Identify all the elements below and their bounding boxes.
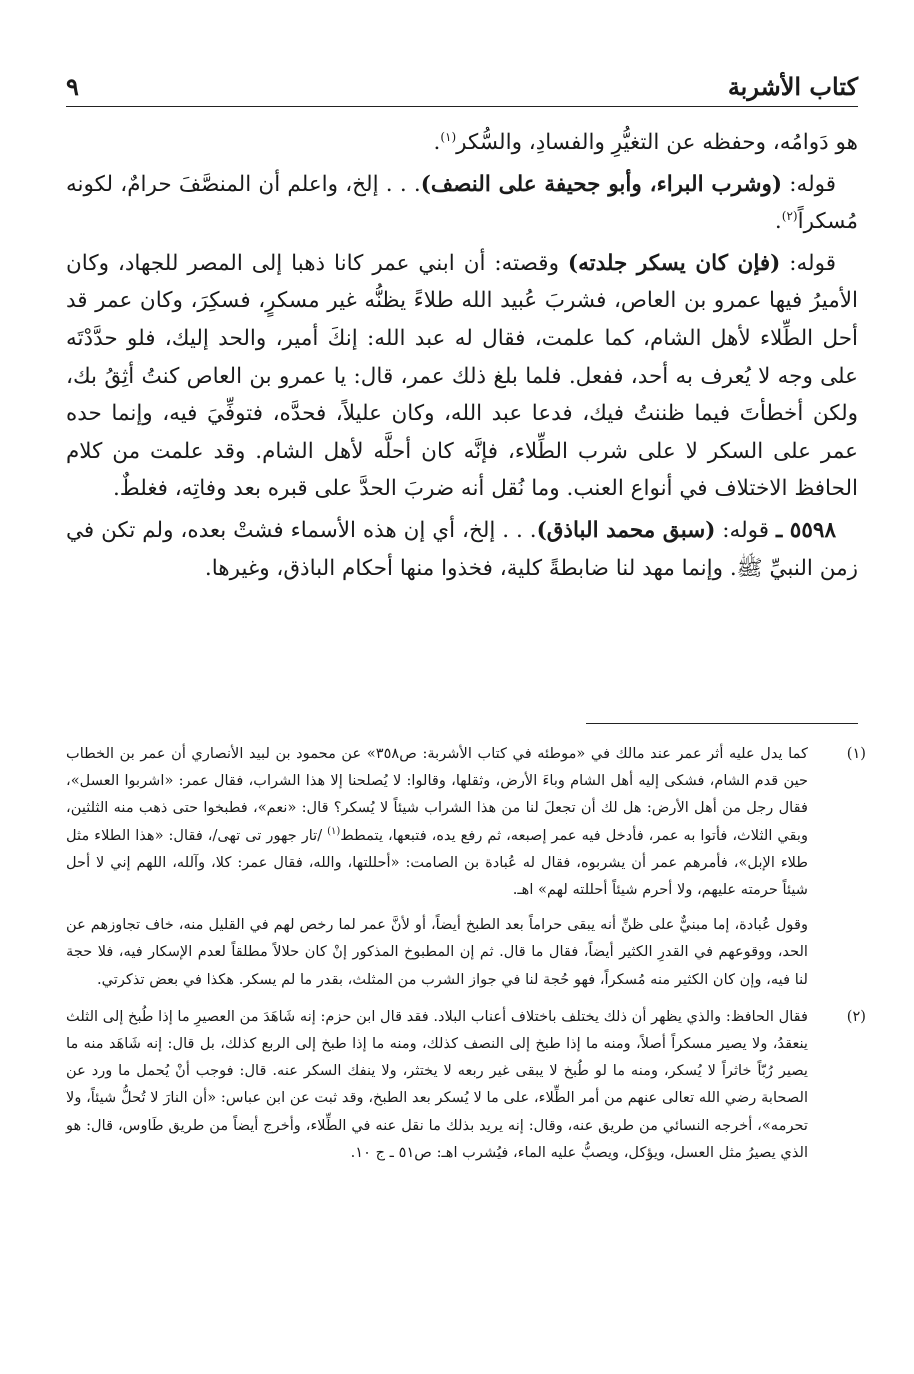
paragraph-1-end: . — [433, 130, 441, 155]
footnote-separator — [586, 723, 858, 724]
paragraph-2-end: . — [774, 209, 782, 235]
paragraph-4-lead: قوله: — [715, 517, 776, 543]
paragraph-2-text: . . . إلخ، واعلم أن المنصَّفَ حرامٌ، لكونه مُسكراً — [66, 171, 858, 235]
footnotes — [66, 740, 866, 1176]
paragraph-3-quote: (فإن كان يسكر جلدته) — [567, 250, 781, 276]
paragraph-2-lead: قوله: — [782, 171, 837, 197]
running-title: كتاب الأشربة — [727, 72, 858, 101]
paragraph-2 — [66, 166, 858, 241]
paragraph-4-quote: (سبق محمد الباذق) — [536, 517, 716, 543]
paragraph-1 — [66, 124, 858, 162]
paragraph-3-lead: قوله: — [780, 250, 836, 276]
footnote-1-text-a: كما يدل عليه أثر عمر عند مالك في «موطئه في كتاب الأشربة: ص٣٥٨» عن محمود بن لبيد الأنصاري أن عمر بن الخطاب حين قدم الشام، فشكى إليه أهل الشام وباءَ الأرض، وثقلها، وقالوا: لا يُصلحنا إلا هذا الشراب، فقال عمر: «اشربوا العسل»، فقال رجل من أهل الأرض: هل لك أن تجعلَ لنا من هذا الشراب شيئاً لا يُسكر؟ قال: «نعم»، فطبخوا حتى ذهب منه الثلثين، وبقي الثلاث، فأتوا به عمر، فأدخل فيه عمر إصبعه، ثم رفع يده، فتبعها، يتمطط — [66, 745, 808, 844]
footnote-1-paragraph-2: وقول عُبادة، إما مبنيٌّ على ظنِّ أنه يبقى حراماً بعد الطبخ أيضاً، أو لأنَّ عمر لما رخص لهم في القليل منه، خاف تجاوزهم عن الحد، ووقوعهم في القدرِ الكثير أيضاً، فقال ما قال. ثم إن المطبوخ المذكور إنْ كان حلالاً مطلقاً لعدم الإسكار فيه، فلا حجة لنا فيه، وإن كان الكثير منه مُسكراً، فهو حُجة لنا في جواز الشرب من المثلث، بقدر ما لم يسكر. هكذا في بعض تذكرتي. — [66, 916, 808, 988]
main-text — [66, 124, 858, 591]
footnote-ref-1: (١) — [440, 129, 457, 144]
footnote-1-mark: (١) — [846, 745, 866, 762]
paragraph-1-text: هو دَوامُه، وحفظه عن التغيُّرِ والفسادِ، والسُّكر — [456, 130, 858, 155]
footnote-1-inner-ref: (١) — [327, 825, 341, 837]
paragraph-3 — [66, 245, 858, 508]
footnote-2-mark: (٢) — [846, 1007, 866, 1025]
page-header — [66, 70, 858, 107]
footnote-2-text: فقال الحافظ: والذي يظهر أن ذلك يختلف باختلاف أعناب البلاد. فقد قال ابن حزم: إنه شَاهَدَ من العصيرِ ما إذا طُبخ إلى الثلث ينعقدُ، ولا يصير مسكراً أصلاً، ومنه ما إذا طبخ إلى النصف كذلك، ومنه ما إذا طبخ إلى الربع كذلك، بل قال: إنه شَاهَد منه ما يصير رُبّاً خاثراً لا يُسكر، ومنه ما لو طُبخ لا يبقى غير ربعه لا يختثر، ولا ينفك السكر عنه. قال: فوجب أنْ يُحمل ما ورد عن الصحابة رضي الله تعالى عنهم من أمر الطِّلاء، على ما لا يُسكر بعد الطبخ، وقد ثبت عن ابن عباس: «أن النارَ لا تُحلُّ شيئاً، ولا تحرمه»، أخرجه النسائي من طريق عنه، وقال: إنه يريد بذلك ما نقل عنه في الطِّلاء، وأخرج أيضاً من طريق طَاوس، قال: هو الذي يصيرُ مثل العسل، ويؤكل، ويصبُّ عليه الماء، فيُشرب اهـ: ص٥١ ـ ج ١٠. — [66, 1007, 808, 1161]
paragraph-4-text: . . . إلخ، أي إن هذه الأسماء فشتْ بعده، ولم تكن في زمن النبيِّ ﷺ. وإنما مهد لنا ضابطةً كلية، فخذوا منها أحكام الباذق، وغيرها. — [66, 517, 858, 581]
paragraph-2-quote: (وشرب البراء، وأبو جحيفة على النصف) — [420, 171, 783, 197]
footnote-ref-2: (٢) — [781, 209, 798, 224]
footnote-1-paragraph-1 — [66, 740, 808, 903]
paragraph-3-text: وقصته: أن ابني عمر كانا ذهبا إلى المصر للجهاد، وكان الأميرُ فيها عمرو بن العاص، فشربَ عُبيد الله طلاءً يظنُّه غير مسكرٍ، فسكِرَ، وكان عمر قد أحل الطِّلاء لأهل الشام، كما علمت، فقال له عبد الله: إنكَ أمير، والحد إليك، فلو حدَّدْتَه على وجه لا يُعرف به أحد، ففعل. فلما بلغ ذلك عمر، قال: يا عمرو بن العاص كنتُ أثِقُ بك، ولكن أخطأتَ فيما ظننتُ فيك، فدعا عبد الله، وكان عليلاً، فحدَّه، فتوفِّيَ فيه، وإنما حده عمر على السكر لا على شرب الطِّلاء، فإنَّه كان أحلَّه لأهل الشام. وقد علمت من كلام الحافظ الاختلاف في أنواع العنب. وما نُقل أنه ضربَ الحدَّ على قبره بعد وفاتِه، فغلطٌ. — [66, 250, 858, 502]
footnote-1-text-b: /تار جهور تى تهى/، فقال: «هذا الطلاء مثل طلاء الإبل»، فأمرهم عمر أن يشربوه، فقال له عُبادة بن الصامت: «أحللتها، والله، فقال عمر: كلا، وآلله، اللهم إني لا أحل شيئاً حرمته عليهم، ولا أحرم شيئاً أحللته لهم» اهـ. — [66, 826, 808, 899]
footnote-2 — [66, 1003, 866, 1166]
page-number: ٩ — [66, 72, 79, 101]
footnote-1 — [66, 740, 866, 993]
paragraph-4 — [66, 512, 858, 587]
hadith-number: ٥٥٩٨ ـ — [775, 517, 836, 543]
